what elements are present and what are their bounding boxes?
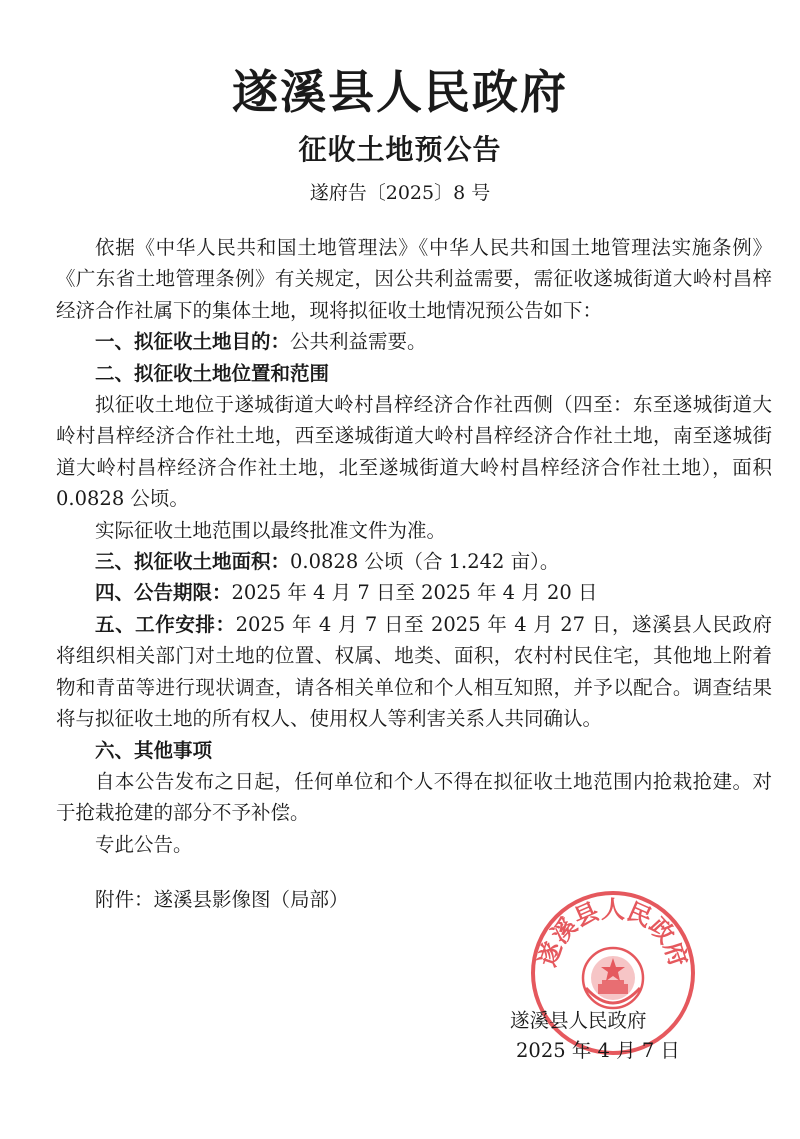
intro-paragraph: 依据《中华人民共和国土地管理法》《中华人民共和国土地管理法实施条例》《广东省土地管理条例》有关规定，因公共利益需要，需征收遂城街道大岭村昌梓经济合作社属下的集体土地，现将拟征收土地情况预公告如下： [56, 236, 772, 322]
national-emblem-icon [583, 948, 643, 1008]
section-area [56, 546, 772, 577]
section-work-arrangement [56, 609, 772, 735]
notice-title: 征收土地预公告 [298, 133, 502, 166]
section-other-text: 自本公告发布之日起，任何单位和个人不得在拟征收土地范围内抢栽抢建。对于抢栽抢建的部分不予补偿。 [56, 769, 772, 825]
section-text: 0.0828 公顷（合 1.242 亩）。 [290, 550, 560, 574]
section-location-text: 拟征收土地位于遂城街道大岭村昌梓经济合作社西侧（四至：东至遂城街道大岭村昌梓经济合作社土地，西至遂城街道大岭村昌梓经济合作社土地，南至遂城街道大岭村昌梓经济合作社土地，北至遂城街道大岭村昌梓经济合作社土地），面积 0.0828 公顷。 [56, 393, 772, 511]
section-heading: 二、拟征收土地位置和范围 [95, 361, 330, 385]
seal-text: 遂溪县人民政府 [533, 895, 693, 971]
section-text: 2025 年 4 月 7 日至 2025 年 4 月 27 日，遂溪县人民政府将组织相关部门对土地的位置、权属、地类、面积，农村村民住宅，其他地上附着物和青苗等进行现状调查，请各相关单位和个人相互知照，并予以配合。调查结果将与拟征收土地的所有权人、使用权人等利害关系人共同确认。 [56, 612, 772, 731]
section-purpose [56, 326, 772, 357]
section-heading: 五、工作安排： [95, 612, 236, 636]
section-heading: 六、其他事项 [95, 738, 213, 762]
section-heading: 三、拟征收土地面积： [95, 550, 291, 574]
section-period [56, 577, 772, 608]
document-number: 遂府告〔2025〕8 号 [309, 182, 491, 204]
section-location-heading [56, 358, 772, 389]
issue-date: 2025 年 4 月 7 日 [516, 1039, 680, 1062]
closing-line: 专此公告。 [95, 832, 193, 856]
spacer [56, 860, 772, 884]
section-text: 公共利益需要。 [290, 330, 427, 354]
issuing-authority-title: 遂溪县人民政府 [232, 65, 568, 119]
section-heading: 一、拟征收土地目的： [95, 330, 291, 354]
issuer-name: 遂溪县人民政府 [510, 1009, 647, 1032]
section-text: 2025 年 4 月 7 日至 2025 年 4 月 20 日 [231, 581, 598, 605]
section-heading: 四、公告期限： [95, 581, 232, 605]
attachment-line: 附件：遂溪县影像图（局部） [95, 888, 349, 912]
signature-block [510, 1006, 710, 1066]
notice-body [56, 232, 772, 916]
section-other-heading [56, 735, 772, 766]
section-location-note: 实际征收土地范围以最终批准文件为准。 [95, 518, 447, 542]
